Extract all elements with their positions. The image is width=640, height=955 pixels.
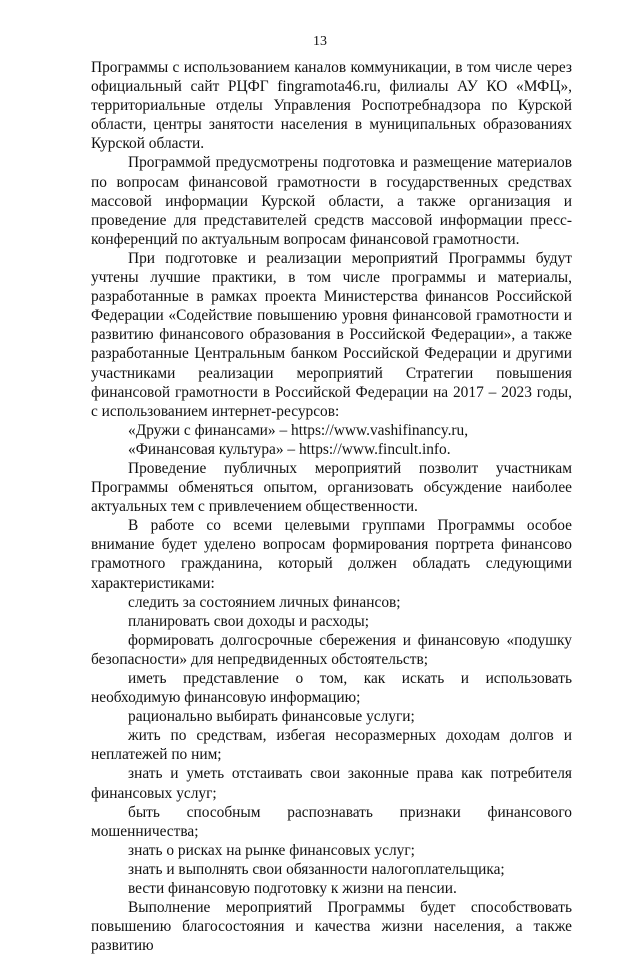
list-item-characteristic: иметь представление о том, как искать и использовать необходимую финансовую информацию; (91, 670, 572, 707)
document-body (91, 58, 572, 955)
list-item-characteristic: следить за состоянием личных финансов; (128, 593, 401, 611)
list-item-characteristic: рационально выбирать финансовые услуги; (128, 708, 415, 726)
list-item-resource: «Дружи с финансами» – https://www.vashifinancy.ru, (128, 421, 469, 439)
list-item-characteristic: формировать долгосрочные сбережения и финансовую «подушку безопасности» для непредвиденных обстоятельств; (91, 631, 572, 668)
list-item-characteristic: знать и уметь отстаивать свои законные права как потребителя финансовых услуг; (91, 765, 572, 802)
page-number: 13 (313, 34, 327, 49)
paragraph-channels: Программы с использованием каналов коммуникации, в том числе через официальный сайт РЦФГ fingramota46.ru, филиалы АУ КО «МФЦ», территориальные отделы Управления Роспотребнадзора по Курской области, центры занятости населения в муниципальных образованиях Курской области. (91, 59, 572, 153)
list-item-characteristic: жить по средствам, избегая несоразмерных доходам долгов и неплатежей по ним; (91, 727, 572, 764)
list-item-characteristic: планировать свои доходы и расходы; (128, 612, 370, 630)
list-item-characteristic: знать и выполнять свои обязанности налогоплательщика; (128, 860, 505, 878)
list-item-resource: «Финансовая культура» – https://www.fincult.info. (128, 440, 451, 458)
list-item-characteristic: знать о рисках на рынке финансовых услуг; (128, 841, 415, 859)
list-item-characteristic: вести финансовую подготовку к жизни на пенсии. (128, 880, 457, 898)
paragraph-public-events: Проведение публичных мероприятий позволит участникам Программы обменяться опытом, организовать обсуждение наиболее актуальных тем с привлечением общественности. (91, 459, 572, 516)
paragraph-best-practices: При подготовке и реализации мероприятий Программы будут учтены лучшие практики, в том числе программы и материалы, разработанные в рамках проекта Министерства финансов Российской Федерации «Содействие повышению уровня финансовой грамотности и развитию финансового образования в Российской Федерации», а также разработанные Центральным банком Российской Федерации и другими участниками реализации мероприятий Стратегии повышения финансовой грамотности в Российской Федерации на 2017 – 2023 годы, с использованием интернет-ресурсов: (91, 249, 572, 420)
paragraph-target-groups: В работе со всеми целевыми группами Программы особое внимание будет уделено вопросам формирования портрета финансово грамотного гражданина, который должен обладать следующими характеристиками: (91, 517, 572, 592)
list-item-characteristic: быть способным распознавать признаки финансового мошенничества; (91, 803, 572, 840)
paragraph-outcome: Выполнение мероприятий Программы будет способствовать повышению благосостояния и качества жизни населения, а также развитию (91, 899, 572, 955)
paragraph-media: Программой предусмотрены подготовка и размещение материалов по вопросам финансовой грамотности в государственных средствах массовой информации Курской области, а также организация и проведение для представителей средств массовой информации пресс-конференций по актуальным вопросам финансовой грамотности. (91, 154, 572, 248)
